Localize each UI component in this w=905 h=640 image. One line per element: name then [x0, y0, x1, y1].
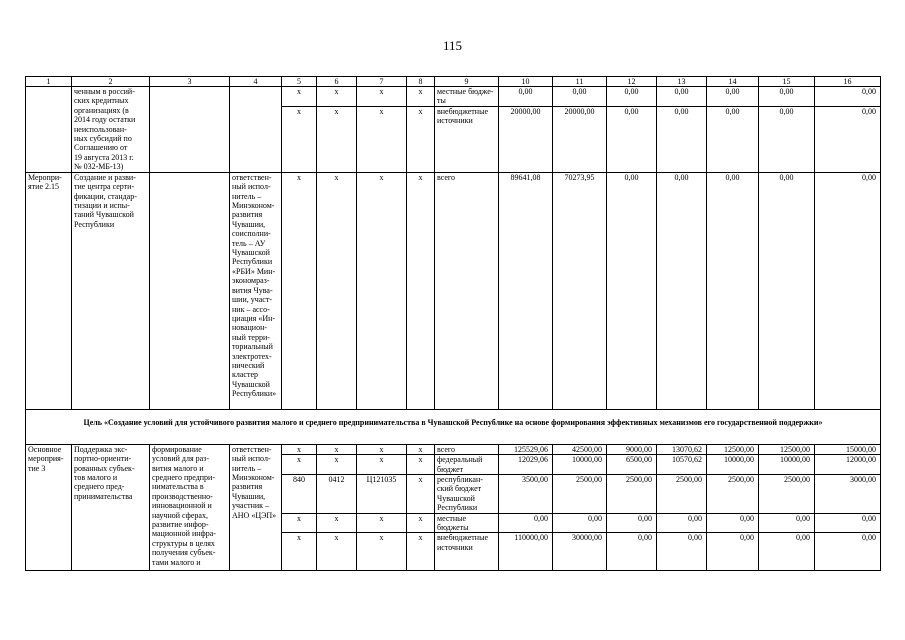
- code-target: x: [357, 106, 407, 172]
- value-cell: 12000,00: [815, 455, 881, 475]
- code-grbs: x: [282, 455, 317, 475]
- measure-description: Поддержка экс- портно-ориенти- рованных субъек- тов малого и среднего пред- принимательства: [72, 444, 150, 571]
- value-cell: 110000,00: [499, 533, 553, 571]
- value-cell: 0,00: [815, 533, 881, 571]
- code-target: x: [357, 172, 407, 409]
- value-cell: 0,00: [707, 172, 759, 409]
- value-cell: 0,00: [707, 106, 759, 172]
- page-number: 115: [442, 38, 463, 53]
- value-cell: 0,00: [657, 533, 707, 571]
- value-cell: 15000,00: [815, 444, 881, 454]
- code-target: x: [357, 513, 407, 533]
- code-section: x: [317, 172, 357, 409]
- col-number: 13: [657, 77, 707, 87]
- code-grbs: x: [282, 513, 317, 533]
- funding-source: местные бюджеты: [435, 513, 499, 533]
- funding-source: республикан- ский бюджет Чувашской Республики: [435, 475, 499, 514]
- goal-row: [26, 409, 881, 444]
- code-expense: x: [407, 533, 435, 571]
- value-cell: 70273,95: [553, 172, 607, 409]
- code-grbs: x: [282, 172, 317, 409]
- measure-goal: формирование условий для раз- вития малого и среднего предпри- нимательства в производственно- инновационной и научной сферах, развитие инфор- мационной инфра- структуры в целях получения субъек- тами малого и: [150, 444, 230, 571]
- value-cell: 42500,00: [553, 444, 607, 454]
- measure-description: ченным в россий- ских кредитных организациях (в 2014 году остатки неиспользован- ных субсидий по Соглашению от 19 августа 2013 г. № 032-МБ-13): [72, 87, 150, 173]
- value-cell: 89641,08: [499, 172, 553, 409]
- value-cell: 13070,62: [657, 444, 707, 454]
- value-cell: 0,00: [499, 513, 553, 533]
- value-cell: 10000,00: [707, 455, 759, 475]
- funding-source: всего: [435, 444, 499, 454]
- col-number: 12: [607, 77, 657, 87]
- value-cell: 0,00: [759, 533, 815, 571]
- cell-empty: [26, 87, 72, 173]
- value-cell: 2500,00: [553, 475, 607, 514]
- col-number: 10: [499, 77, 553, 87]
- value-cell: 2500,00: [657, 475, 707, 514]
- code-grbs: x: [282, 87, 317, 107]
- measure-description: Создание и разви- тие центра серти- фикации, стандар- тизации и испы- таний Чувашской Республики: [72, 172, 150, 409]
- table-row: [26, 87, 881, 107]
- funding-source: федеральный бюджет: [435, 455, 499, 475]
- table-row: [26, 172, 881, 409]
- cell-empty: [150, 172, 230, 409]
- budget-table: [25, 76, 881, 571]
- col-number: 1: [26, 77, 72, 87]
- value-cell: 3500,00: [499, 475, 553, 514]
- cell-empty: [150, 87, 230, 173]
- funding-source: всего: [435, 172, 499, 409]
- code-target: Ц121035: [357, 475, 407, 514]
- value-cell: 0,00: [607, 87, 657, 107]
- code-target: x: [357, 444, 407, 454]
- value-cell: 20000,00: [499, 106, 553, 172]
- value-cell: 0,00: [815, 513, 881, 533]
- code-expense: x: [407, 172, 435, 409]
- value-cell: 10000,00: [759, 455, 815, 475]
- value-cell: 30000,00: [553, 533, 607, 571]
- code-expense: x: [407, 475, 435, 514]
- value-cell: 125529,06: [499, 444, 553, 454]
- value-cell: 0,00: [759, 106, 815, 172]
- funding-source: внебюджетные источники: [435, 533, 499, 571]
- col-number: 8: [407, 77, 435, 87]
- value-cell: 0,00: [815, 106, 881, 172]
- code-section: x: [317, 513, 357, 533]
- code-target: x: [357, 87, 407, 107]
- value-cell: 0,00: [607, 172, 657, 409]
- col-number: 5: [282, 77, 317, 87]
- funding-source: внебюджетные источники: [435, 106, 499, 172]
- value-cell: 2500,00: [759, 475, 815, 514]
- code-section: x: [317, 444, 357, 454]
- responsible-executor: ответствен- ный испол- нитель – Минэконом- развития Чувашии, соисполни- тель – АУ Чувашской Республики «РБИ» Мин- экономраз- вития Чува- шии, участ- ник – ассо- циация «Ин- новацион- ный терри- ториальный электротех- нический кластер Чувашской Республики»: [230, 172, 282, 409]
- col-number: 2: [72, 77, 150, 87]
- value-cell: 12500,00: [707, 444, 759, 454]
- measure-number: Меропри- ятие 2.15: [26, 172, 72, 409]
- col-number: 11: [553, 77, 607, 87]
- code-target: x: [357, 455, 407, 475]
- value-cell: 0,00: [499, 87, 553, 107]
- value-cell: 12500,00: [759, 444, 815, 454]
- value-cell: 0,00: [657, 106, 707, 172]
- code-grbs: x: [282, 106, 317, 172]
- code-section: x: [317, 87, 357, 107]
- value-cell: 2500,00: [707, 475, 759, 514]
- code-expense: x: [407, 513, 435, 533]
- goal-text: Цель «Создание условий для устойчивого развития малого и среднего предпринимательства в Чувашской Республике на основе формирования эффективных механизмов его государственной поддержки»: [26, 409, 881, 444]
- code-section: 0412: [317, 475, 357, 514]
- value-cell: 0,00: [607, 533, 657, 571]
- code-expense: x: [407, 87, 435, 107]
- value-cell: 0,00: [607, 513, 657, 533]
- code-grbs: 840: [282, 475, 317, 514]
- code-expense: x: [407, 106, 435, 172]
- col-number: 3: [150, 77, 230, 87]
- value-cell: 0,00: [707, 513, 759, 533]
- col-number: 4: [230, 77, 282, 87]
- code-section: x: [317, 533, 357, 571]
- cell-empty: [230, 87, 282, 173]
- value-cell: 0,00: [657, 513, 707, 533]
- value-cell: 0,00: [657, 172, 707, 409]
- value-cell: 0,00: [553, 513, 607, 533]
- value-cell: 0,00: [815, 87, 881, 107]
- col-number: 9: [435, 77, 499, 87]
- col-number: 15: [759, 77, 815, 87]
- value-cell: 0,00: [815, 172, 881, 409]
- table-row: [26, 444, 881, 454]
- value-cell: 0,00: [707, 533, 759, 571]
- value-cell: 10570,62: [657, 455, 707, 475]
- value-cell: 0,00: [553, 87, 607, 107]
- col-number: 7: [357, 77, 407, 87]
- value-cell: 2500,00: [607, 475, 657, 514]
- code-grbs: x: [282, 533, 317, 571]
- measure-number: Основное мероприя- тие 3: [26, 444, 72, 571]
- value-cell: 3000,00: [815, 475, 881, 514]
- responsible-executor: ответствен- ный испол- нитель – Минэконом- развития Чувашии, участник – АНО «ЦЭП»: [230, 444, 282, 571]
- value-cell: 0,00: [759, 172, 815, 409]
- code-grbs: x: [282, 444, 317, 454]
- code-expense: x: [407, 444, 435, 454]
- value-cell: 9000,00: [607, 444, 657, 454]
- value-cell: 12029,06: [499, 455, 553, 475]
- column-number-row: [26, 77, 881, 87]
- value-cell: 10000,00: [553, 455, 607, 475]
- col-number: 16: [815, 77, 881, 87]
- code-target: x: [357, 533, 407, 571]
- funding-source: местные бюдже- ты: [435, 87, 499, 107]
- value-cell: 0,00: [607, 106, 657, 172]
- value-cell: 0,00: [657, 87, 707, 107]
- col-number: 6: [317, 77, 357, 87]
- col-number: 14: [707, 77, 759, 87]
- value-cell: 6500,00: [607, 455, 657, 475]
- value-cell: 0,00: [759, 87, 815, 107]
- value-cell: 0,00: [707, 87, 759, 107]
- code-expense: x: [407, 455, 435, 475]
- code-section: x: [317, 455, 357, 475]
- value-cell: 20000,00: [553, 106, 607, 172]
- code-section: x: [317, 106, 357, 172]
- value-cell: 0,00: [759, 513, 815, 533]
